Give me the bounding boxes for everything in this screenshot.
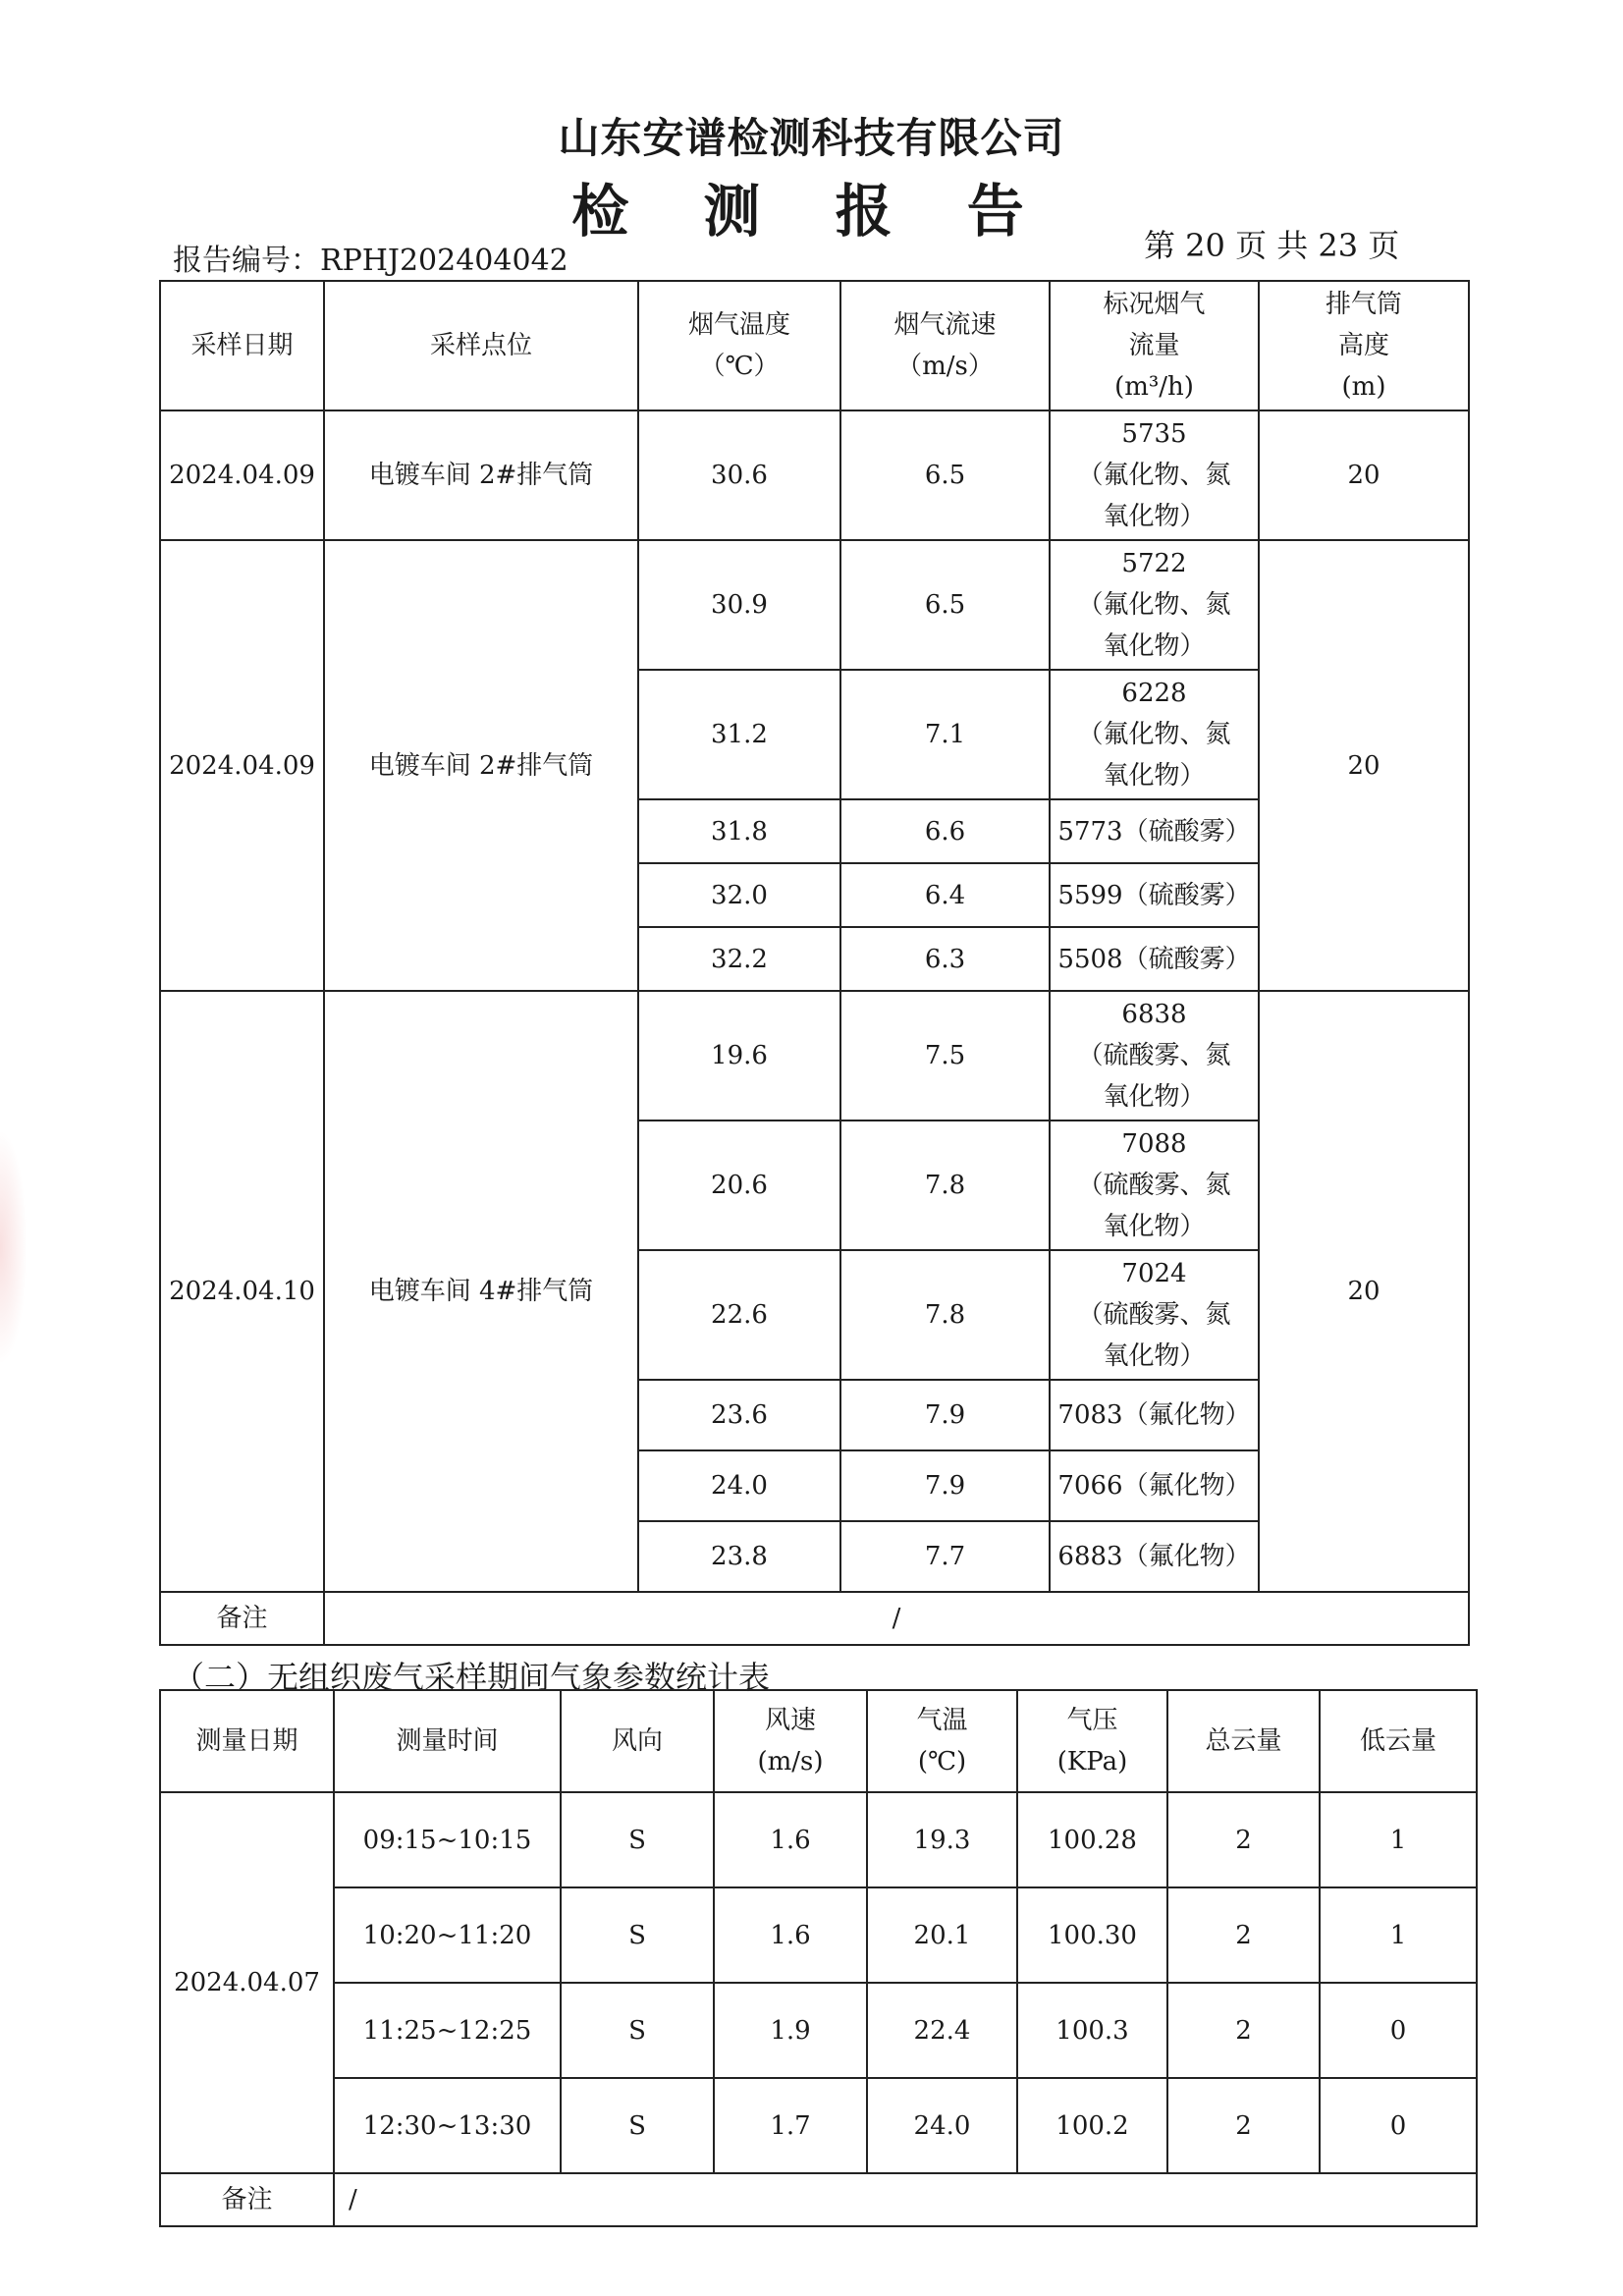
sampling-date: [160, 540, 324, 991]
flue-temp: [638, 1521, 840, 1592]
flue-temp-line: 30.9: [711, 590, 768, 620]
table-row: [160, 991, 1469, 1121]
sampling-date: [160, 991, 324, 1592]
table-row: [160, 2173, 1477, 2226]
header-wind-speed-line: (m/s): [757, 1747, 824, 1777]
header-height-line: 高度: [1337, 331, 1389, 360]
header-low-cloud: [1320, 1690, 1477, 1792]
weather-params-table: [159, 1689, 1478, 2227]
flue-flow-line: （硫酸雾、氮: [1077, 1041, 1231, 1070]
flue-speed-line: 6.5: [924, 461, 966, 490]
table-row: [160, 1792, 1477, 1887]
low-cloud: [1320, 2078, 1477, 2173]
air-pressure: [1017, 1983, 1167, 2078]
header-date-line: 采样日期: [190, 331, 294, 360]
flue-flow-line: 氧化物）: [1103, 1341, 1206, 1371]
flue-speed-line: 7.9: [924, 1471, 966, 1501]
header-date: [160, 281, 324, 410]
header-flow-line: 流量: [1128, 331, 1180, 360]
flue-speed: [840, 1450, 1050, 1521]
sampling-location-line: 电镀车间 4#排气筒: [368, 1277, 594, 1306]
table-row: [160, 1592, 1469, 1645]
remark-value-line: /: [892, 1604, 901, 1633]
header-measure-time-line: 测量时间: [396, 1726, 499, 1756]
total-cloud: [1167, 1792, 1320, 1887]
flue-flow-line: 5735: [1121, 419, 1187, 449]
sampling-location-line: 电镀车间 2#排气筒: [368, 461, 594, 490]
flue-temp: [638, 991, 840, 1121]
flue-speed: [840, 1521, 1050, 1592]
header-temp-line: 烟气温度: [687, 310, 790, 340]
table-row: [160, 1983, 1477, 2078]
company-name: 山东安谱检测科技有限公司: [558, 114, 1065, 162]
flue-flow-line: 氧化物）: [1103, 1082, 1206, 1112]
flue-speed: [840, 410, 1050, 540]
air-temp-line: 24.0: [913, 2110, 971, 2141]
header-wind-dir: [561, 1690, 714, 1792]
flue-temp: [638, 540, 840, 670]
wind-speed-line: 1.7: [770, 2110, 811, 2141]
exhaust-gas-table: [159, 280, 1470, 1646]
header-height-line: (m): [1341, 372, 1386, 402]
total-cloud: [1167, 1887, 1320, 1983]
report-title: 检 测 报 告: [571, 178, 1052, 245]
sampling-location: [324, 410, 638, 540]
air-temp: [867, 1887, 1017, 1983]
sampling-location: [324, 540, 638, 991]
header-temp: [638, 281, 840, 410]
flue-speed-line: 7.9: [924, 1400, 966, 1430]
header-location: [324, 281, 638, 410]
flue-flow-line: 5773（硫酸雾）: [1057, 816, 1251, 847]
flue-temp: [638, 1250, 840, 1380]
flue-flow: [1050, 410, 1259, 540]
air-temp-line: 19.3: [913, 1825, 971, 1855]
table-row: [160, 1690, 1477, 1792]
sampling-date-line: 2024.04.09: [169, 750, 315, 781]
flue-flow-line: 5722: [1121, 549, 1187, 578]
measure-time-line: 10:20~11:20: [362, 1920, 532, 1950]
flue-speed-line: 6.3: [924, 944, 966, 974]
section-title: （二）无组织废气采样期间气象参数统计表: [173, 1659, 771, 1696]
air-temp: [867, 1983, 1017, 2078]
header-measure-time: [334, 1690, 561, 1792]
total-cloud-line: 2: [1235, 2015, 1252, 2046]
air-pressure-line: 100.28: [1048, 1825, 1137, 1855]
total-cloud-line: 2: [1235, 2110, 1252, 2141]
flue-flow: [1050, 1121, 1259, 1250]
flue-temp-line: 24.0: [711, 1471, 768, 1501]
sampling-date-line: 2024.04.10: [169, 1277, 315, 1306]
flue-flow: [1050, 540, 1259, 670]
header-total-cloud-line: 总云量: [1205, 1726, 1282, 1756]
wind-direction: [561, 1792, 714, 1887]
flue-flow-line: 氧化物）: [1103, 1212, 1206, 1241]
wind-speed: [714, 1792, 867, 1887]
report-number: 报告编号：RPHJ202404042: [173, 244, 568, 278]
total-cloud-line: 2: [1235, 1825, 1252, 1855]
measure-time-line: 11:25~12:25: [362, 2015, 532, 2046]
measure-date-line: 2024.04.07: [174, 1968, 320, 1997]
measure-time: [334, 1983, 561, 2078]
wind-speed-line: 1.6: [770, 1920, 811, 1950]
header-wind-speed-line: 风速: [764, 1706, 816, 1735]
wind-direction-line: S: [628, 2110, 646, 2141]
flue-speed: [840, 799, 1050, 863]
flue-temp-line: 23.8: [711, 1542, 768, 1571]
measure-time-line: 12:30~13:30: [362, 2110, 532, 2141]
header-air-temp-line: (℃): [917, 1747, 967, 1777]
total-cloud: [1167, 2078, 1320, 2173]
low-cloud-line: 1: [1389, 1920, 1407, 1950]
flue-temp-line: 31.8: [711, 816, 768, 847]
stack-height: [1259, 991, 1469, 1592]
flue-temp-line: 23.6: [711, 1400, 768, 1430]
flue-flow: [1050, 991, 1259, 1121]
flue-speed: [840, 670, 1050, 799]
header-flow-line: 标况烟气: [1103, 290, 1206, 319]
wind-speed-line: 1.6: [770, 1825, 811, 1855]
measure-time: [334, 2078, 561, 2173]
air-pressure-line: 100.3: [1055, 2015, 1129, 2046]
flue-speed-line: 7.1: [924, 720, 966, 749]
header-pressure-line: (KPa): [1056, 1747, 1128, 1777]
wind-direction-line: S: [628, 1920, 646, 1950]
flue-flow-line: 7024: [1121, 1259, 1187, 1288]
measure-time-line: 09:15~10:15: [362, 1825, 532, 1855]
remark-value-line: /: [349, 2185, 357, 2214]
flue-speed: [840, 1121, 1050, 1250]
header-total-cloud: [1167, 1690, 1320, 1792]
wind-speed: [714, 2078, 867, 2173]
flue-temp-line: 20.6: [711, 1171, 768, 1200]
flue-speed: [840, 927, 1050, 991]
flue-speed: [840, 991, 1050, 1121]
flue-flow-line: 7066（氟化物）: [1057, 1471, 1251, 1501]
measure-time: [334, 1792, 561, 1887]
air-pressure: [1017, 1792, 1167, 1887]
flue-flow: [1050, 1521, 1259, 1592]
low-cloud-line: 0: [1389, 2015, 1407, 2046]
flue-temp: [638, 1121, 840, 1250]
flue-flow: [1050, 1380, 1259, 1450]
flue-speed-line: 7.7: [924, 1542, 966, 1571]
measure-time: [334, 1887, 561, 1983]
header-pressure-line: 气压: [1066, 1706, 1118, 1735]
sampling-location-line: 电镀车间 2#排气筒: [368, 750, 594, 781]
header-flow: [1050, 281, 1259, 410]
low-cloud: [1320, 1792, 1477, 1887]
flue-flow: [1050, 863, 1259, 927]
remark-label: [160, 2173, 334, 2226]
flue-flow: [1050, 1450, 1259, 1521]
air-temp: [867, 2078, 1017, 2173]
flue-flow: [1050, 799, 1259, 863]
remark-label: [160, 1592, 324, 1645]
flue-flow-line: 6228: [1121, 679, 1187, 708]
header-flow-line: (m³/h): [1114, 372, 1194, 402]
flue-flow-line: 5599（硫酸雾）: [1057, 880, 1251, 910]
total-cloud: [1167, 1983, 1320, 2078]
wind-direction-line: S: [628, 2015, 646, 2046]
flue-speed-line: 6.4: [924, 880, 966, 910]
wind-direction: [561, 1887, 714, 1983]
header-speed: [840, 281, 1050, 410]
flue-temp-line: 19.6: [711, 1041, 768, 1070]
remark-label-line: 备注: [216, 1604, 268, 1633]
flue-flow-line: （硫酸雾、氮: [1077, 1300, 1231, 1330]
header-pressure: [1017, 1690, 1167, 1792]
sampling-date-line: 2024.04.09: [169, 461, 315, 490]
header-height-line: 排气筒: [1325, 290, 1402, 319]
low-cloud: [1320, 1887, 1477, 1983]
flue-temp-line: 22.6: [711, 1300, 768, 1330]
page-info: 第 20 页 共 23 页: [1144, 227, 1400, 264]
wind-speed: [714, 1887, 867, 1983]
flue-flow-line: 6883（氟化物）: [1057, 1542, 1251, 1571]
stack-height-line: 20: [1347, 1277, 1380, 1306]
flue-speed-line: 7.8: [924, 1171, 966, 1200]
flue-flow-line: 氧化物）: [1103, 502, 1206, 531]
air-temp: [867, 1792, 1017, 1887]
header-temp-line: （℃）: [699, 352, 780, 381]
header-measure-date-line: 测量日期: [195, 1726, 298, 1756]
flue-flow-line: （硫酸雾、氮: [1077, 1171, 1231, 1200]
table-row: [160, 410, 1469, 540]
air-pressure: [1017, 2078, 1167, 2173]
flue-speed-line: 7.5: [924, 1041, 966, 1070]
remark-value: [324, 1592, 1469, 1645]
flue-temp: [638, 410, 840, 540]
flue-flow-line: 氧化物）: [1103, 631, 1206, 661]
header-air-temp-line: 气温: [916, 1706, 968, 1735]
flue-temp: [638, 670, 840, 799]
flue-flow-line: 7088: [1121, 1129, 1187, 1159]
air-pressure-line: 100.30: [1048, 1920, 1137, 1950]
header-air-temp: [867, 1690, 1017, 1792]
flue-flow-line: 氧化物）: [1103, 761, 1206, 791]
flue-flow: [1050, 927, 1259, 991]
flue-temp: [638, 1380, 840, 1450]
air-pressure: [1017, 1887, 1167, 1983]
flue-speed-line: 7.8: [924, 1300, 966, 1330]
header-measure-date: [160, 1690, 334, 1792]
stack-height-line: 20: [1347, 461, 1380, 490]
flue-flow-line: （氟化物、氮: [1077, 461, 1231, 490]
sampling-location: [324, 991, 638, 1592]
flue-temp: [638, 799, 840, 863]
header-speed-line: 烟气流速: [893, 310, 997, 340]
low-cloud: [1320, 1983, 1477, 2078]
flue-flow: [1050, 670, 1259, 799]
low-cloud-line: 0: [1389, 2110, 1407, 2141]
wind-direction-line: S: [628, 1825, 646, 1855]
header-wind-speed: [714, 1690, 867, 1792]
remark-value: [334, 2173, 1477, 2226]
flue-temp-line: 32.0: [711, 880, 768, 910]
flue-flow-line: （氟化物、氮: [1077, 590, 1231, 620]
header-wind-dir-line: 风向: [611, 1726, 663, 1756]
flue-speed-line: 6.6: [924, 816, 966, 847]
table-row: [160, 540, 1469, 670]
flue-speed-line: 6.5: [924, 590, 966, 620]
wind-direction: [561, 2078, 714, 2173]
flue-speed: [840, 540, 1050, 670]
flue-speed: [840, 1380, 1050, 1450]
flue-temp: [638, 863, 840, 927]
flue-temp-line: 32.2: [711, 944, 768, 974]
table-row: [160, 2078, 1477, 2173]
low-cloud-line: 1: [1389, 1825, 1407, 1855]
flue-flow-line: 7083（氟化物）: [1057, 1400, 1251, 1430]
flue-temp: [638, 927, 840, 991]
air-temp-line: 22.4: [913, 2015, 971, 2046]
stack-height: [1259, 410, 1469, 540]
header-speed-line: （m/s）: [896, 352, 994, 381]
wind-speed: [714, 1983, 867, 2078]
flue-temp-line: 30.6: [711, 461, 768, 490]
table-row: [160, 1887, 1477, 1983]
stack-height-line: 20: [1347, 750, 1380, 781]
measure-date: [160, 1792, 334, 2173]
flue-speed: [840, 1250, 1050, 1380]
wind-speed-line: 1.9: [770, 2015, 811, 2046]
header-low-cloud-line: 低云量: [1359, 1726, 1436, 1756]
flue-speed: [840, 863, 1050, 927]
remark-label-line: 备注: [221, 2185, 273, 2214]
flue-flow-line: 6838: [1121, 1000, 1187, 1029]
air-temp-line: 20.1: [913, 1920, 971, 1950]
total-cloud-line: 2: [1235, 1920, 1252, 1950]
wind-direction: [561, 1983, 714, 2078]
red-seal-mark: [0, 1129, 27, 1365]
flue-flow-line: （氟化物、氮: [1077, 720, 1231, 749]
flue-flow-line: 5508（硫酸雾）: [1057, 944, 1251, 974]
air-pressure-line: 100.2: [1055, 2110, 1129, 2141]
sampling-date: [160, 410, 324, 540]
table-row: [160, 281, 1469, 410]
header-height: [1259, 281, 1469, 410]
flue-temp-line: 31.2: [711, 720, 768, 749]
flue-temp: [638, 1450, 840, 1521]
flue-flow: [1050, 1250, 1259, 1380]
stack-height: [1259, 540, 1469, 991]
header-location-line: 采样点位: [429, 331, 532, 360]
